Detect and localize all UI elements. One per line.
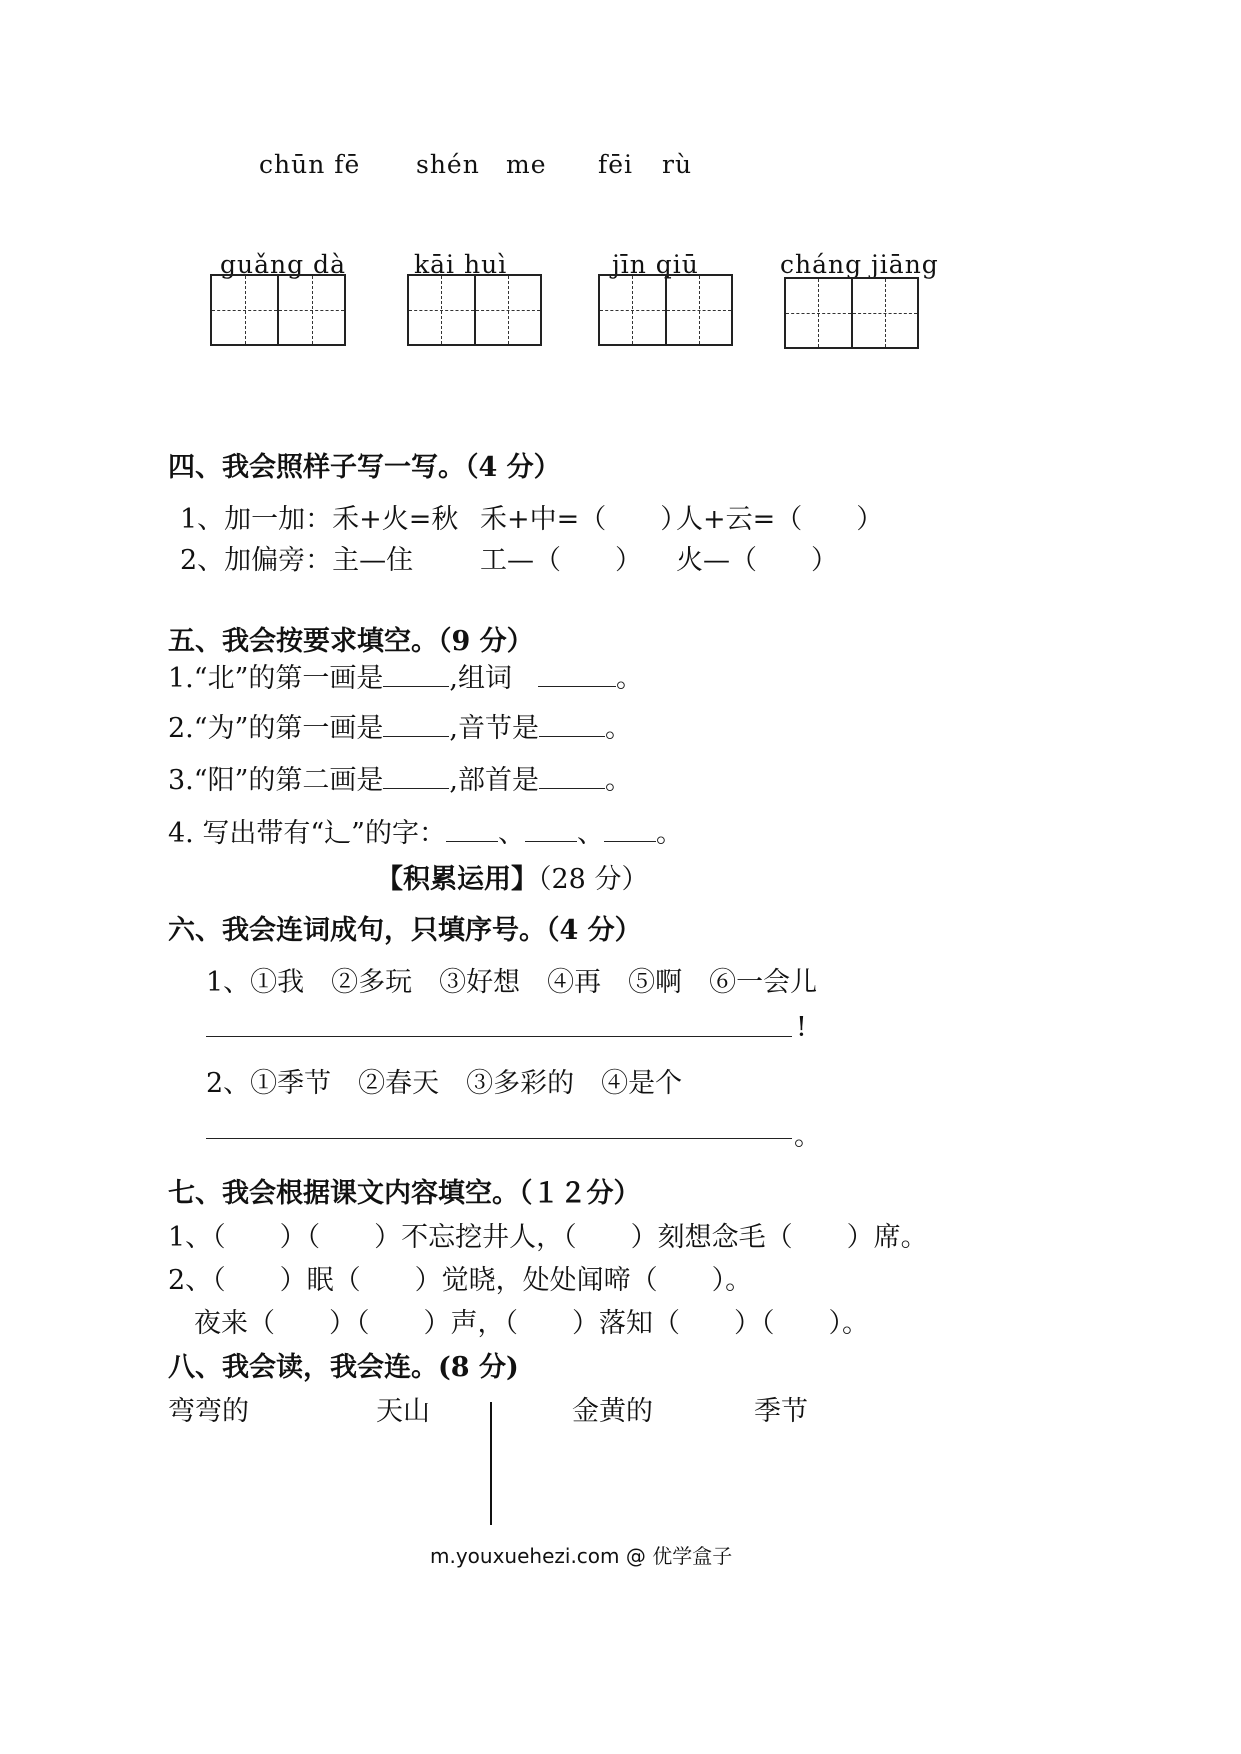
pinyin-chun-fe: chūn fē <box>259 150 361 179</box>
s8-word-tianshan[interactable]: 天山 <box>376 1396 430 1427</box>
section-6-title: 六、我会连词成句，只填序号。（4 分） <box>168 915 642 946</box>
section-8-title: 八、我会读，我会连。(8 分) <box>168 1352 519 1383</box>
accumulation-score: （28 分） <box>538 864 649 895</box>
s5-q1-blank-stroke[interactable] <box>383 664 449 687</box>
accumulation-heading <box>376 857 648 896</box>
pinyin-fei: fēi <box>598 150 634 179</box>
s5-q3-blank-radical[interactable] <box>539 766 605 789</box>
s6-question-2: 2、①季节 ②春天 ③多彩的 ④是个 <box>206 1068 683 1099</box>
s5-q1-prompt: 1.“北”的第一画是 <box>168 663 384 694</box>
s5-q4-blank-3[interactable] <box>604 819 656 842</box>
grid-pinyin-chang-jiang: cháng jiāng <box>780 250 939 279</box>
s7-line-3[interactable]: 夜来（ ）（ ）声，（ ）落知（ ）（ ）。 <box>194 1308 869 1339</box>
s7-line-2[interactable]: 2、（ ）眠（ ）觉晓，处处闻啼（ ）。 <box>168 1265 753 1296</box>
s5-q2-prompt: 2.“为”的第一画是 <box>168 713 384 744</box>
pinyin-ru: rù <box>662 150 693 179</box>
s4-row2-q1[interactable]: 工—（ ） <box>480 545 642 576</box>
s6-answer-line-2[interactable] <box>206 1138 792 1139</box>
s5-q4-end: 。 <box>655 818 683 849</box>
writing-grid-chang-jiang[interactable] <box>784 277 919 349</box>
s5-q3-mid: ,部首是 <box>449 765 539 796</box>
s5-q4-blank-2[interactable] <box>525 819 577 842</box>
s5-q4-prompt: 4. 写出带有“辶”的字： <box>168 818 446 849</box>
pinyin-me: me <box>506 150 547 179</box>
s5-q3-blank-stroke[interactable] <box>383 766 449 789</box>
s5-question-1 <box>168 656 643 695</box>
s4-row2-example: 2、加偏旁：主—住 <box>180 545 414 576</box>
s4-row1-q1[interactable]: 禾+中=（ ） <box>480 504 688 535</box>
s7-line-1[interactable]: 1、（ ）（ ）不忘挖井人，（ ）刻想念毛（ ）席。 <box>168 1222 928 1253</box>
s5-q1-end: 。 <box>615 663 643 694</box>
grid-pinyin-jin-qiu: jīn qiū <box>612 250 699 279</box>
writing-grid-kai-hui[interactable] <box>407 274 542 346</box>
s6-end-1: ! <box>796 1012 807 1043</box>
accumulation-label: 【积累运用】 <box>376 864 538 895</box>
s5-q4-sep-1: 、 <box>497 818 525 849</box>
s6-question-1: 1、①我 ②多玩 ③好想 ④再 ⑤啊 ⑥一会儿 <box>206 967 818 998</box>
footer-watermark: m.youxuehezi.com @ 优学盒子 <box>430 1544 733 1568</box>
s5-q2-blank-syllable[interactable] <box>539 714 605 737</box>
s5-q1-mid: ,组词 <box>449 663 512 694</box>
s5-question-3 <box>168 758 632 797</box>
s8-word-wanwan[interactable]: 弯弯的 <box>168 1396 249 1427</box>
s5-q2-blank-stroke[interactable] <box>383 714 449 737</box>
s4-row1-q2[interactable]: 人+云=（ ） <box>676 504 884 535</box>
s6-end-2: 。 <box>794 1121 821 1152</box>
s5-q2-end: 。 <box>604 713 632 744</box>
s5-question-2 <box>168 706 632 745</box>
s8-connection-line <box>490 1402 492 1525</box>
s8-word-jinhuang[interactable]: 金黄的 <box>572 1396 653 1427</box>
s5-q4-sep-2: 、 <box>576 818 604 849</box>
s5-q3-end: 。 <box>604 765 632 796</box>
section-7-title: 七、我会根据课文内容填空。（１２分） <box>168 1178 641 1209</box>
s8-word-jijie[interactable]: 季节 <box>754 1396 808 1427</box>
grid-pinyin-guang-da: guǎng dà <box>220 250 346 279</box>
s5-q3-prompt: 3.“阳”的第二画是 <box>168 765 384 796</box>
grid-pinyin-kai-hui: kāi huì <box>414 250 508 279</box>
pinyin-shen: shén <box>416 150 480 179</box>
s5-q1-blank-word[interactable] <box>538 664 616 687</box>
s5-q2-mid: ,音节是 <box>449 713 539 744</box>
s6-answer-line-1[interactable] <box>206 1036 792 1037</box>
s5-question-4 <box>168 811 683 850</box>
s4-row2-q2[interactable]: 火—（ ） <box>676 545 838 576</box>
writing-grid-guang-da[interactable] <box>210 274 346 346</box>
section-4-title: 四、我会照样子写一写。（4 分） <box>168 452 561 483</box>
s4-row1-example: 1、加一加：禾+火=秋 <box>180 504 459 535</box>
section-5-title: 五、我会按要求填空。（9 分） <box>168 626 534 657</box>
s5-q4-blank-1[interactable] <box>446 819 498 842</box>
writing-grid-jin-qiu[interactable] <box>598 274 733 346</box>
